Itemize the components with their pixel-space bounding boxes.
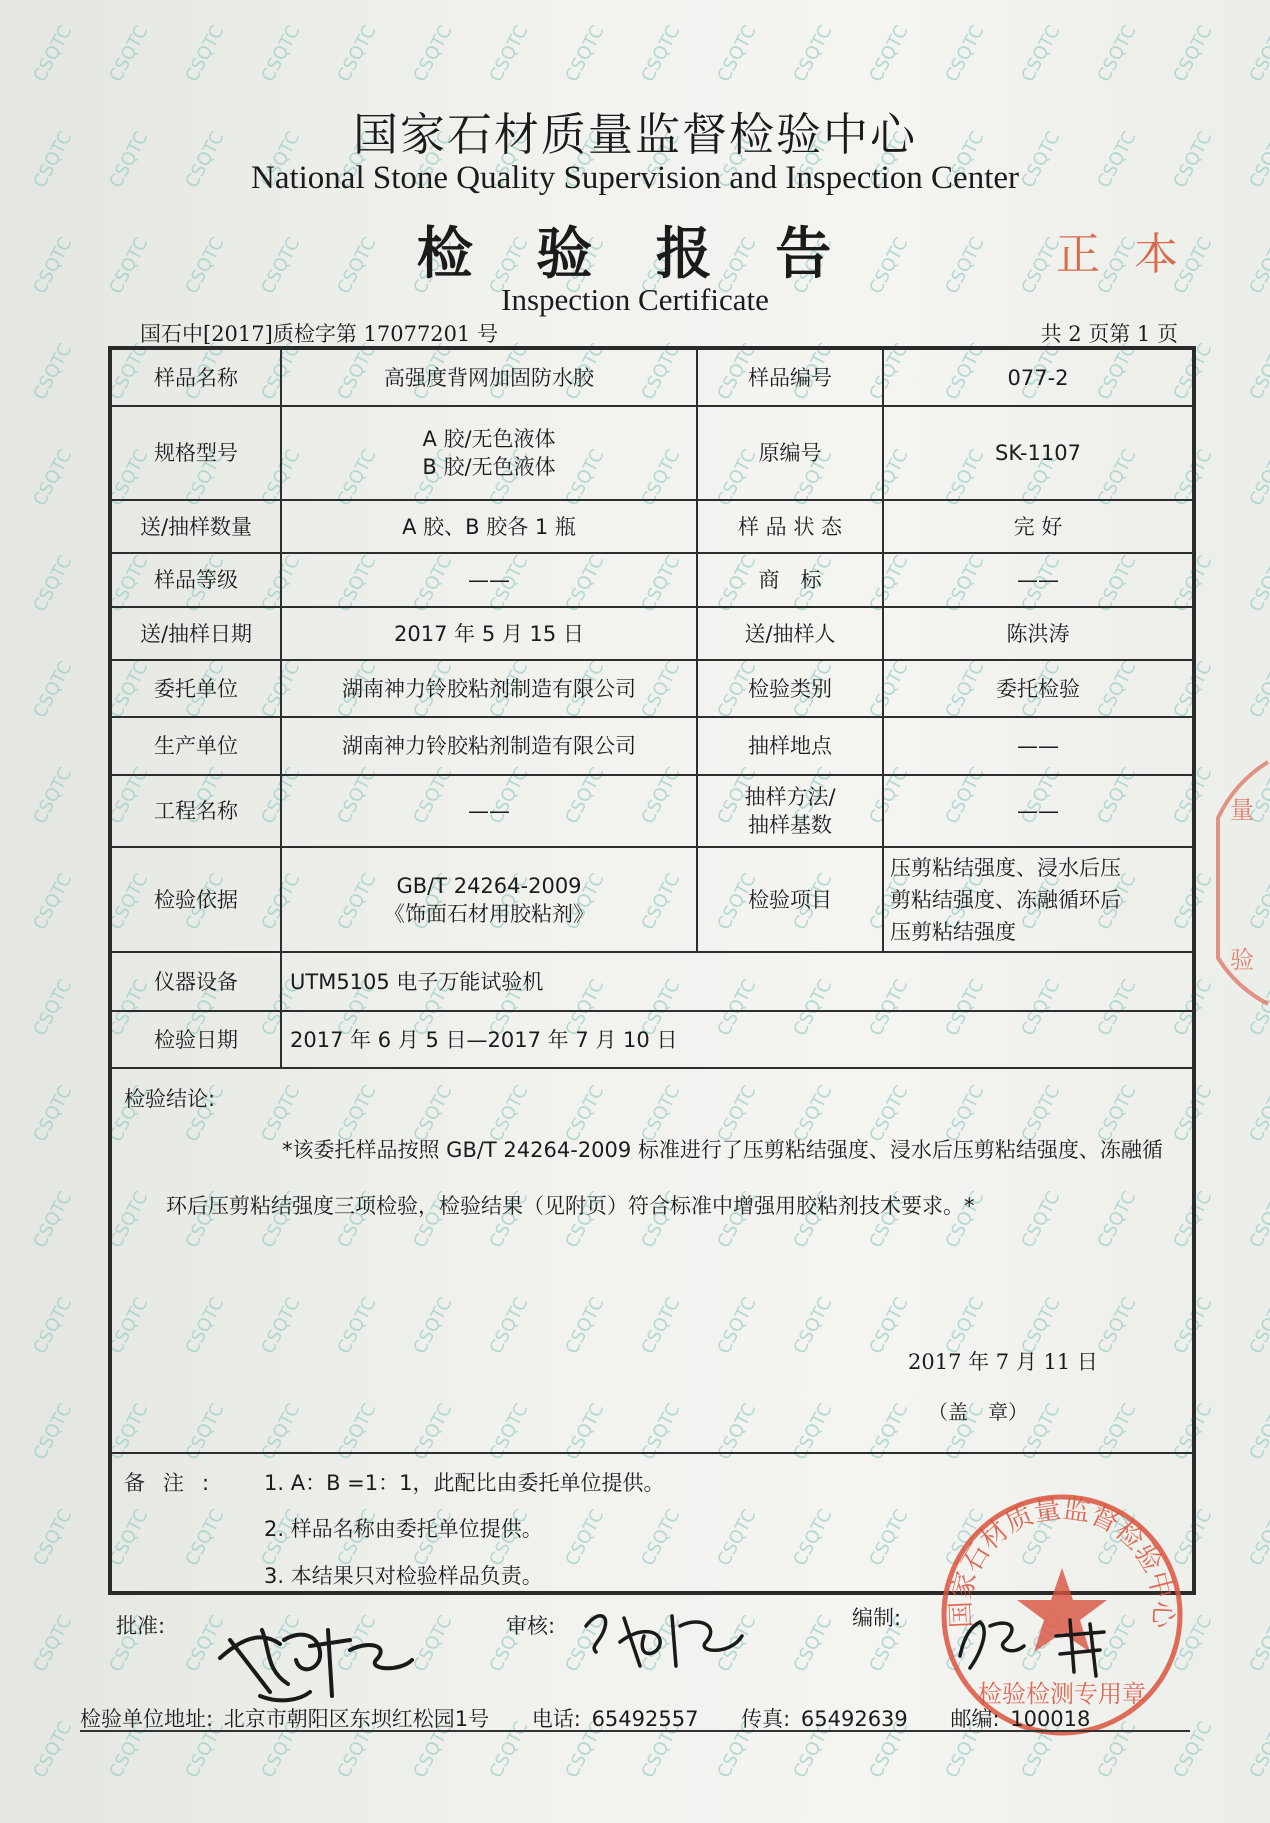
brand-label: 商 标 xyxy=(758,568,822,592)
seal-ring-text: 国家石材质量监督检验中心 xyxy=(945,1493,1179,1629)
report-title-cn: 检 验 报 告 xyxy=(416,222,854,287)
state-label: 样 品 状 态 xyxy=(737,514,843,539)
basis-value xyxy=(282,848,696,951)
grade-label: 样品等级 xyxy=(154,568,238,592)
items-line-1: 压剪粘结强度、浸水后压 xyxy=(890,855,1121,880)
footer-divider xyxy=(80,1730,1190,1732)
compile-label: 编制: xyxy=(852,1606,902,1630)
category-label: 检验类别 xyxy=(748,676,832,701)
method-label-line-1: 抽样方法/ xyxy=(744,785,836,809)
sample-name-label: 样品名称 xyxy=(154,365,238,390)
partial-side-stamp xyxy=(1208,758,1270,1008)
basis-label: 检验依据 xyxy=(154,887,238,912)
site-value: —— xyxy=(1017,734,1059,758)
client-label: 委托单位 xyxy=(154,676,238,701)
basis-line-2: 《饰面石材用胶粘剂》 xyxy=(384,901,594,926)
project-label: 工程名称 xyxy=(154,799,238,823)
spec-value xyxy=(282,407,696,499)
footer-phone: 电话: 65492557 xyxy=(531,1707,699,1731)
method-label-line-2: 抽样基数 xyxy=(748,813,832,837)
footer-postcode: 邮编: 100018 xyxy=(950,1707,1091,1731)
sender-value: 陈洪涛 xyxy=(1006,621,1070,646)
footer-fax: 传真: 65492639 xyxy=(741,1707,908,1731)
review-label: 审核: xyxy=(506,1614,556,1638)
equipment-value: UTM5105 电子万能试验机 xyxy=(290,969,544,994)
notes-label: 备注: xyxy=(124,1471,228,1495)
items-line-3: 压剪粘结强度 xyxy=(890,919,1016,944)
spec-line-1: A 胶/无色液体 xyxy=(422,427,556,451)
compiler-signature xyxy=(950,1606,1130,1686)
spec-label: 规格型号 xyxy=(154,441,238,465)
test-date-label: 检验日期 xyxy=(154,1027,238,1052)
state-value: 完 好 xyxy=(1013,514,1063,539)
footer-info xyxy=(80,1703,1122,1733)
producer-value: 湖南神力铃胶粘剂制造有限公司 xyxy=(342,734,636,758)
sample-no-value: 077-2 xyxy=(1007,365,1069,390)
category-value: 委托检验 xyxy=(996,676,1080,701)
seal-note: （盖 章） xyxy=(928,1400,1028,1424)
test-date-value: 2017 年 6 月 5 日—2017 年 7 月 10 日 xyxy=(290,1027,678,1052)
conclusion-text: *该委托样品按照 GB/T 24264-2009 标准进行了压剪粘结强度、浸水后压剪粘结强度、冻融循环后压剪粘结强度三项检验，检验结果（见附页）符合标准中增强用胶粘剂技术要求。* xyxy=(166,1138,1163,1218)
basis-line-1: GB/T 24264-2009 xyxy=(396,873,582,898)
conclusion-label: 检验结论: xyxy=(124,1087,216,1111)
issue-date: 2017 年 7 月 11 日 xyxy=(908,1350,1098,1374)
report-number: 国石中[2017]质检字第 17077201 号 xyxy=(140,322,499,346)
equipment-label: 仪器设备 xyxy=(154,969,238,994)
original-copy-mark: 正本 xyxy=(1056,229,1212,280)
reviewer-signature xyxy=(580,1596,750,1686)
client-value: 湖南神力铃胶粘剂制造有限公司 xyxy=(342,676,636,701)
project-value: —— xyxy=(468,799,510,823)
brand-value: —— xyxy=(1017,568,1059,592)
quantity-label: 送/抽样数量 xyxy=(139,514,253,539)
org-name-cn: 国家石材质量监督检验中心 xyxy=(352,108,917,161)
approver-signature xyxy=(200,1600,420,1710)
orig-no-value: SK-1107 xyxy=(995,441,1081,465)
items-label: 检验项目 xyxy=(748,887,832,912)
site-label: 抽样地点 xyxy=(748,734,832,758)
method-label xyxy=(698,776,882,846)
side-stamp-text-2: 验 xyxy=(1230,946,1254,974)
producer-label: 生产单位 xyxy=(154,734,238,758)
spec-line-2: B 胶/无色液体 xyxy=(422,455,556,479)
items-line-2: 剪粘结强度、冻融循环后 xyxy=(890,887,1121,912)
note-item-1: 1. A：B =1：1，此配比由委托单位提供。 xyxy=(264,1471,665,1495)
approve-label: 批准: xyxy=(116,1614,166,1638)
note-item-3: 3. 本结果只对检验样品负责。 xyxy=(264,1564,543,1588)
footer-address: 检验单位地址: 北京市朝阳区东坝红松园1号 xyxy=(80,1707,490,1731)
sample-date-label: 送/抽样日期 xyxy=(139,621,253,646)
report-title-en: Inspection Certificate xyxy=(501,282,769,317)
seal-bottom-text: 检验检测专用章 xyxy=(978,1680,1146,1708)
items-value xyxy=(884,848,1198,951)
orig-no-label: 原编号 xyxy=(758,441,822,465)
grade-value: —— xyxy=(468,568,510,592)
sample-name-value: 高强度背网加固防水胶 xyxy=(384,365,594,390)
note-item-2: 2. 样品名称由委托单位提供。 xyxy=(264,1517,543,1541)
sample-date-value: 2017 年 5 月 15 日 xyxy=(394,621,584,646)
method-value: —— xyxy=(1017,799,1059,823)
page-info: 共 2 页第 1 页 xyxy=(1040,322,1178,346)
sample-no-label: 样品编号 xyxy=(748,365,832,390)
side-stamp-text-1: 量 xyxy=(1230,796,1254,824)
sender-label: 送/抽样人 xyxy=(744,621,836,646)
quantity-value: A 胶、B 胶各 1 瓶 xyxy=(402,514,576,539)
org-name-en: National Stone Quality Supervision and Inspection Center xyxy=(250,160,1020,196)
